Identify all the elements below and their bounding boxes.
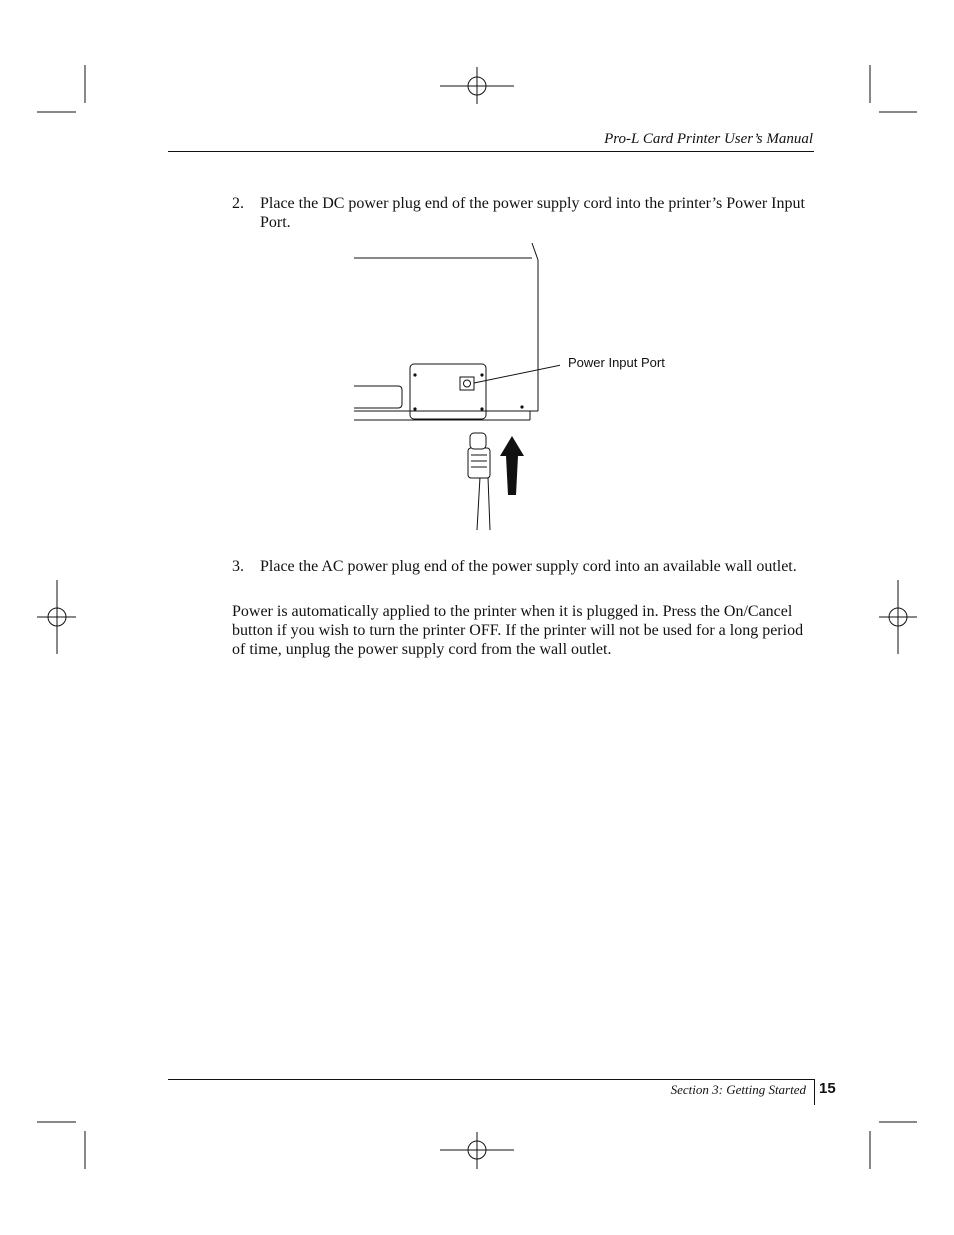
printer-power-port-illustration [340,236,560,541]
power-paragraph: Power is automatically applied to the printer when it is plugged in. Press the On/Cancel button if you wish to turn the printer OFF. If the printer will not be used for a long period of time, unplug the power supply cord from the wall outlet. [232,603,804,658]
power-input-port-label: Power Input Port [568,355,665,370]
registration-target-left [37,580,76,654]
manual-title: Pro-L Card Printer User’s Manual [604,131,813,147]
section-label: Section 3: Getting Started [670,1082,806,1097]
registration-target-bottom [440,1132,514,1169]
registration-target-top [440,67,514,104]
step-text: Place the AC power plug end of the power supply cord into an available wall outlet. [260,558,797,575]
step-number: 2. [232,195,244,212]
footer-divider [814,1079,815,1105]
step-number: 3. [232,558,244,575]
footer-rule [168,1079,814,1080]
header-rule [168,151,814,152]
registration-target-right [879,580,917,654]
dc-plug-icon [468,433,490,530]
page-number: 15 [819,1080,836,1097]
insert-direction-arrow-icon [500,436,524,495]
step-text: Place the DC power plug end of the power supply cord into the printer’s Power Input Port. [260,195,805,231]
